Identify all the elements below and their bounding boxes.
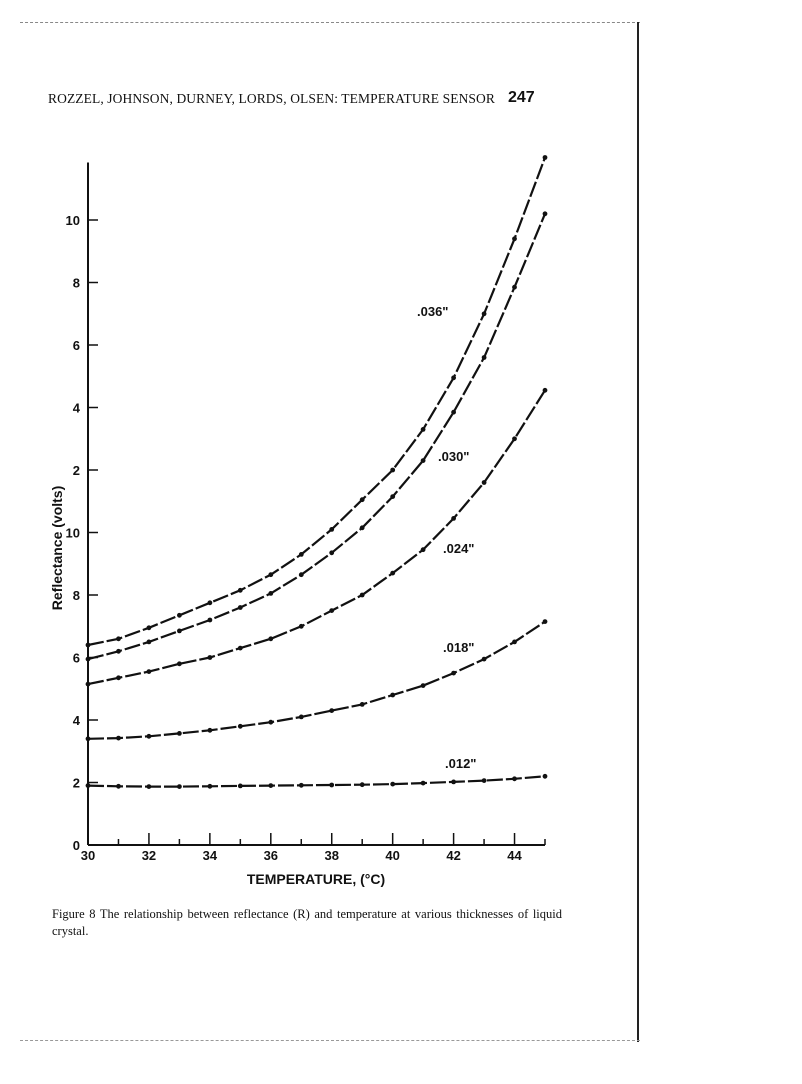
data-point — [147, 734, 152, 739]
data-point — [177, 661, 182, 666]
x-tick-label: 44 — [507, 848, 522, 863]
data-point — [208, 728, 213, 733]
data-point — [238, 605, 243, 610]
data-point — [543, 774, 548, 779]
series-label: .036" — [417, 304, 449, 319]
figure-caption: Figure 8 The relationship between reflectance (R) and temperature at various thicknesses of liquid crystal. — [52, 907, 562, 938]
data-point — [116, 736, 121, 741]
series-line — [88, 214, 545, 659]
data-point — [360, 497, 365, 502]
data-point — [147, 625, 152, 630]
series-label: .030" — [438, 449, 470, 464]
data-point — [238, 724, 243, 729]
data-point — [268, 591, 273, 596]
data-point — [390, 468, 395, 473]
series-line — [88, 158, 545, 646]
data-point — [329, 783, 334, 788]
y-tick-label: 8 — [72, 588, 80, 603]
data-point — [482, 778, 487, 783]
data-point — [208, 600, 213, 605]
data-point — [86, 643, 91, 648]
data-point — [86, 783, 91, 788]
data-point — [238, 588, 243, 593]
data-point — [299, 552, 304, 557]
data-point — [177, 731, 182, 736]
series-label: .024" — [443, 541, 475, 556]
series-label: .012" — [445, 756, 477, 771]
data-point — [543, 211, 548, 216]
data-point — [208, 655, 213, 660]
data-point — [451, 410, 456, 415]
data-point — [268, 572, 273, 577]
data-point — [116, 649, 121, 654]
series-line — [88, 776, 545, 786]
page-number: 247 — [508, 89, 535, 106]
x-tick-label: 32 — [141, 848, 157, 863]
chart-series — [86, 155, 548, 789]
y-tick-label: 10 — [65, 525, 80, 541]
data-point — [147, 784, 152, 789]
data-point — [512, 285, 517, 290]
data-point — [512, 640, 517, 645]
data-point — [543, 388, 548, 393]
y-tick-label: 4 — [72, 400, 80, 416]
data-point — [512, 776, 517, 781]
data-point — [268, 636, 273, 641]
data-point — [543, 619, 548, 624]
x-tick-label: 38 — [324, 848, 339, 863]
running-head: ROZZEL, JOHNSON, DURNEY, LORDS, OLSEN: TEMPERATURE SENSOR — [48, 91, 495, 106]
y-tick-label: 2 — [72, 463, 80, 478]
data-point — [299, 715, 304, 720]
data-point — [86, 682, 91, 687]
y-tick-label: 2 — [72, 775, 80, 791]
data-point — [360, 593, 365, 598]
data-point — [451, 375, 456, 380]
data-point — [177, 613, 182, 618]
x-tick-label: 36 — [263, 848, 279, 863]
x-tick-label: 40 — [385, 848, 400, 863]
data-point — [360, 702, 365, 707]
data-point — [116, 675, 121, 680]
data-point — [482, 311, 487, 316]
data-point — [329, 708, 334, 713]
data-point — [421, 547, 426, 552]
series-label: .018" — [443, 640, 475, 655]
data-point — [208, 618, 213, 623]
data-point — [177, 784, 182, 789]
data-point — [329, 608, 334, 613]
data-point — [390, 782, 395, 787]
data-point — [86, 657, 91, 662]
data-point — [116, 636, 121, 641]
chart-axes — [88, 163, 545, 846]
data-point — [451, 780, 456, 785]
data-point — [543, 155, 548, 160]
data-point — [482, 355, 487, 360]
data-point — [360, 782, 365, 787]
data-point — [116, 784, 121, 789]
x-tick-label: 30 — [80, 848, 96, 863]
y-axis-label: Reflectance (volts) — [49, 485, 65, 611]
data-point — [421, 781, 426, 786]
data-point — [268, 783, 273, 788]
data-point — [451, 671, 456, 676]
data-point — [451, 516, 456, 521]
x-axis-label: TEMPERATURE, (°C) — [246, 871, 386, 887]
data-point — [360, 525, 365, 530]
data-point — [329, 550, 334, 555]
data-point — [512, 436, 517, 441]
data-point — [147, 640, 152, 645]
y-tick-label: 4 — [72, 713, 80, 728]
y-tick-label: 8 — [72, 275, 80, 291]
y-tick-label: 0 — [72, 838, 80, 853]
data-point — [482, 480, 487, 485]
data-point — [238, 784, 243, 789]
data-point — [177, 629, 182, 634]
data-point — [421, 427, 426, 432]
data-point — [482, 657, 487, 662]
data-point — [299, 624, 304, 629]
x-tick-label: 42 — [446, 848, 461, 863]
data-point — [86, 736, 91, 741]
data-point — [268, 720, 273, 725]
data-point — [208, 784, 213, 789]
data-point — [329, 527, 334, 532]
y-tick-label: 6 — [72, 338, 80, 353]
data-point — [147, 669, 152, 674]
y-tick-label: 10 — [65, 213, 80, 228]
data-point — [390, 693, 395, 698]
data-point — [390, 571, 395, 576]
data-point — [421, 458, 426, 463]
data-point — [512, 236, 517, 241]
data-point — [421, 683, 426, 688]
data-point — [299, 783, 304, 788]
data-point — [390, 494, 395, 499]
y-tick-label: 6 — [72, 650, 80, 666]
data-point — [238, 646, 243, 651]
data-point — [299, 572, 304, 577]
x-tick-label: 34 — [202, 848, 218, 863]
